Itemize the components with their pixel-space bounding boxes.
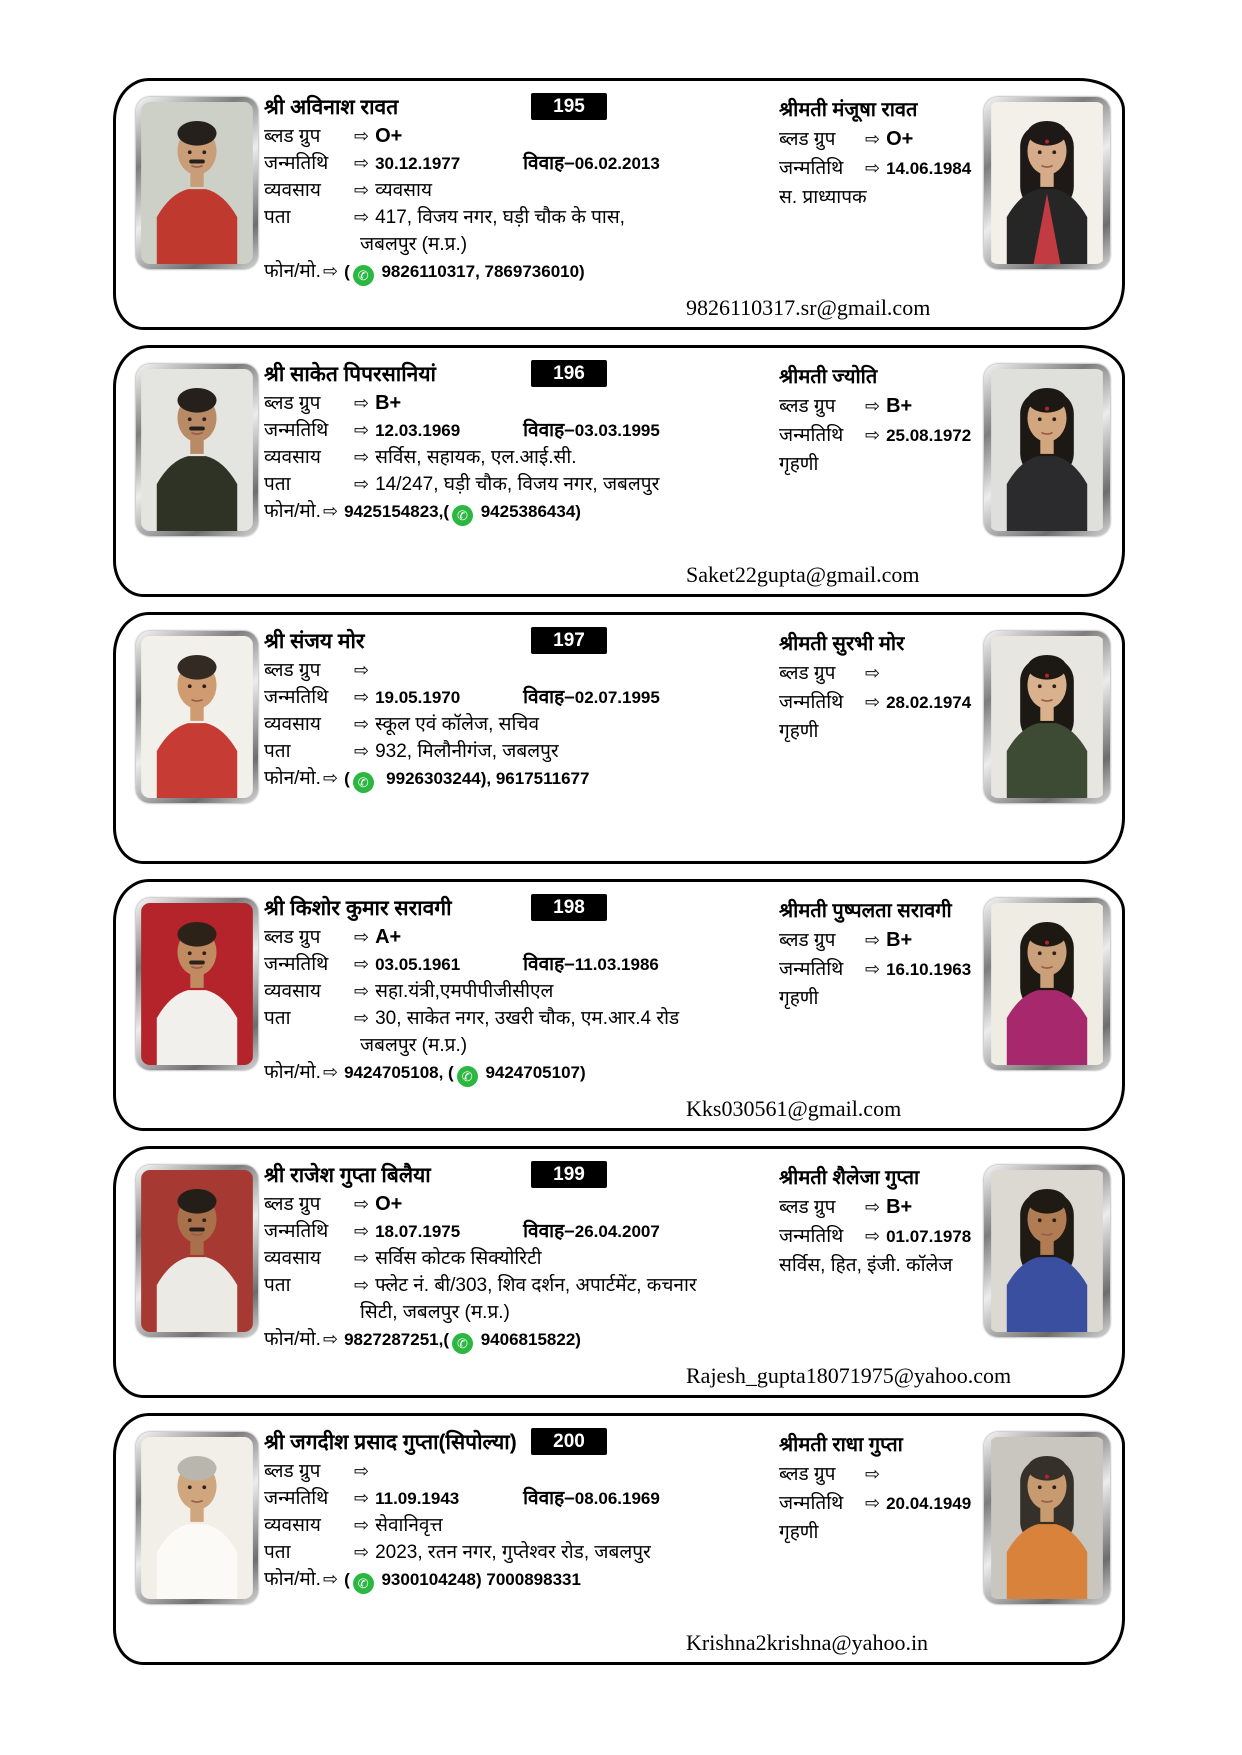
arrow-icon: ⇨ [865,158,881,178]
husband-name: श्री किशोर कुमार सरावगी [264,897,452,920]
whatsapp-icon [452,1333,473,1354]
marriage-label: विवाह– [523,954,575,975]
husband-portrait-image [141,636,253,798]
phone-label: फोन/मो. [264,1062,321,1083]
husband-blood-group-value: O+ [375,1193,403,1215]
phone-label: फोन/मो. [264,1329,321,1350]
husband-portrait-image [141,1170,253,1332]
wife-occupation: गृहणी [779,454,819,475]
husband-address-line1: 932, मिलौनीगंज, जबलपुर [375,741,559,762]
wife-birth-row [779,1489,991,1518]
marriage-label: विवाह– [523,1221,575,1242]
arrow-icon: ⇨ [354,126,370,146]
family-email: Kks030561@gmail.com [686,1096,902,1121]
wife-birth-row [779,1222,991,1251]
wife-photo [984,1432,1110,1604]
husband-photo [136,97,258,269]
husband-details [264,1428,740,1593]
wife-blood-group-value: O+ [886,128,914,150]
husband-birth-row [264,684,740,711]
family-card [113,1146,1125,1398]
husband-occupation-row [264,1245,740,1272]
wife-photo [984,631,1110,803]
husband-blood-group-row [264,1458,740,1485]
husband-birth-date: 30.12.1977 [375,154,461,173]
arrow-icon: ⇨ [322,768,339,788]
phone-numbers-post: 9425386434) [476,502,581,521]
wife-name: श्रीमती सुरभी मोर [779,633,905,655]
arrow-icon: ⇨ [354,393,370,413]
husband-address-line2: जबलपुर (म.प्र.) [360,1035,468,1056]
arrow-icon: ⇨ [322,501,339,521]
address-label: पता [264,1542,291,1563]
marriage-date [523,150,660,177]
address-label: पता [264,207,291,228]
arrow-icon: ⇨ [865,1197,881,1217]
phone-label: फोन/मो. [264,1569,321,1590]
phone-label: फोन/मो. [264,501,321,522]
arrow-icon: ⇨ [354,1008,370,1028]
blood-group-label: ब्लड ग्रुप [264,660,321,681]
birth-label: जन्मतिथि [264,1221,329,1242]
address-label: पता [264,1275,291,1296]
arrow-icon: ⇨ [322,1062,339,1082]
husband-birth-row [264,417,740,444]
husband-occupation-row [264,444,740,471]
phone-numbers-pre: 9424705108, ( [344,1063,454,1082]
marriage-label: विवाह– [523,1488,575,1509]
wife-blood-group-row [779,392,991,421]
whatsapp-icon [452,505,473,526]
phone-numbers-pre: ( [344,1570,350,1589]
birth-label: जन्मतिथि [264,153,329,174]
arrow-icon: ⇨ [354,927,370,947]
wife-birth-row [779,154,991,183]
occupation-label: व्यवसाय [264,180,321,201]
phone-label: फोन/मो. [264,261,321,282]
wife-birth-row [779,955,991,984]
whatsapp-icon [353,1573,374,1594]
husband-occupation-row [264,978,740,1005]
entry-number-badge: 196 [531,360,607,387]
husband-portrait-image [141,102,253,264]
address-label: पता [264,741,291,762]
blood-group-label: ब्लड ग्रुप [779,930,836,951]
husband-birth-date: 03.05.1961 [375,955,461,974]
wife-blood-group-row [779,1460,991,1489]
marriage-date [523,417,660,444]
birth-label: जन्मतिथि [779,959,844,980]
wife-blood-group-row [779,926,991,955]
husband-address-row [264,1272,740,1299]
husband-blood-group-value: A+ [375,926,402,948]
whatsapp-icon [353,265,374,286]
husband-photo [136,898,258,1070]
arrow-icon: ⇨ [865,1226,881,1246]
wife-birth-date: 14.06.1984 [886,159,972,178]
wife-name: श्रीमती राधा गुप्ता [779,1434,903,1456]
family-card [113,1413,1125,1665]
wife-birth-row [779,421,991,450]
husband-phone-row [264,1059,740,1086]
husband-occupation-value: सर्विस कोटक सिक्योरिटी [375,1248,542,1269]
wife-portrait-image [989,636,1105,798]
husband-name: श्री संजय मोर [264,630,365,653]
wife-occupation: गृहणी [779,721,819,742]
occupation-label: व्यवसाय [264,714,321,735]
wife-portrait-image [989,102,1105,264]
husband-blood-group-value: O+ [375,125,403,147]
wife-birth-date: 25.08.1972 [886,426,972,445]
marriage-date-value: 08.06.1969 [574,1489,660,1508]
husband-address-line1: 30, साकेत नगर, उखरी चौक, एम.आर.4 रोड [375,1008,680,1029]
husband-blood-group-row [264,123,740,150]
blood-group-label: ब्लड ग्रुप [264,393,321,414]
husband-birth-row [264,1218,740,1245]
husband-phone-row [264,258,740,285]
husband-portrait-image [141,903,253,1065]
marriage-date-value: 03.03.1995 [574,421,660,440]
family-email: Rajesh_gupta18071975@yahoo.com [686,1363,1012,1388]
phone-numbers-post: 9926303244), 9617511677 [376,769,590,788]
wife-birth-date: 16.10.1963 [886,960,972,979]
wife-birth-date: 20.04.1949 [886,1494,972,1513]
family-email: Krishna2krishna@yahoo.in [686,1630,929,1655]
marriage-date-value: 26.04.2007 [574,1222,660,1241]
phone-numbers-post: 9826110317, 7869736010) [376,262,585,281]
wife-details [779,362,991,479]
marriage-date [523,684,660,711]
wife-birth-date: 01.07.1978 [886,1227,972,1246]
arrow-icon: ⇨ [322,261,339,281]
family-card [113,879,1125,1131]
marriage-date [523,951,659,978]
husband-photo [136,364,258,536]
wife-portrait-image [989,1170,1105,1332]
arrow-icon: ⇨ [354,1488,370,1508]
husband-phone-row [264,1326,740,1353]
blood-group-label: ब्लड ग्रुप [779,663,836,684]
phone-label: फोन/मो. [264,768,321,789]
husband-birth-date: 12.03.1969 [375,421,461,440]
husband-occupation-value: सेवानिवृत्त [375,1515,443,1536]
phone-numbers-post: 9406815822) [476,1330,581,1349]
husband-portrait-image [141,1437,253,1599]
arrow-icon: ⇨ [354,1221,370,1241]
husband-address-row [264,471,740,498]
husband-birth-date: 18.07.1975 [375,1222,461,1241]
husband-details [264,1161,740,1353]
occupation-label: व्यवसाय [264,1248,321,1269]
whatsapp-glyph: ✆ [457,1336,468,1351]
phone-numbers-pre: ( [344,262,350,281]
marriage-date-value: 11.03.1986 [574,955,659,974]
wife-occupation: स. प्राध्यापक [779,187,867,208]
husband-photo [136,631,258,803]
wife-name: श्रीमती ज्योति [779,366,878,388]
wife-blood-group-row [779,659,991,688]
arrow-icon: ⇨ [354,153,370,173]
marriage-date [523,1485,660,1512]
blood-group-label: ब्लड ग्रुप [264,1461,321,1482]
arrow-icon: ⇨ [354,180,370,200]
husband-details [264,627,740,792]
blood-group-label: ब्लड ग्रुप [779,129,836,150]
birth-label: जन्मतिथि [264,954,329,975]
address-label: पता [264,474,291,495]
arrow-icon: ⇨ [354,1194,370,1214]
wife-occupation: गृहणी [779,1522,819,1543]
birth-label: जन्मतिथि [264,1488,329,1509]
phone-numbers-pre: 9425154823,( [344,502,449,521]
blood-group-label: ब्लड ग्रुप [779,1197,836,1218]
husband-phone-row [264,1566,740,1593]
husband-address-line2: जबलपुर (म.प्र.) [360,234,468,255]
husband-blood-group-row [264,657,740,684]
wife-details [779,1430,991,1547]
phone-numbers-post: 9300104248) 7000898331 [376,1570,581,1589]
wife-portrait-image [989,369,1105,531]
husband-name: श्री साकेत पिपरसानियां [264,363,436,386]
birth-label: जन्मतिथि [779,1226,844,1247]
occupation-label: व्यवसाय [264,447,321,468]
marriage-label: विवाह– [523,687,575,708]
arrow-icon: ⇨ [865,425,881,445]
husband-birth-date: 11.09.1943 [375,1489,460,1508]
birth-label: जन्मतिथि [779,692,844,713]
address-label: पता [264,1008,291,1029]
husband-occupation-row [264,177,740,204]
husband-birth-date: 19.05.1970 [375,688,461,707]
arrow-icon: ⇨ [865,959,881,979]
husband-address-row [264,738,740,765]
blood-group-label: ब्लड ग्रुप [264,927,321,948]
arrow-icon: ⇨ [322,1569,339,1589]
wife-blood-group-value: B+ [886,395,913,417]
husband-name: श्री अविनाश रावत [264,96,399,119]
husband-address-line2: सिटी, जबलपुर (म.प्र.) [360,1302,510,1323]
husband-occupation-value: स्कूल एवं कॉलेज, सचिव [375,714,540,735]
whatsapp-glyph: ✆ [357,775,369,790]
blood-group-label: ब्लड ग्रुप [264,1194,321,1215]
husband-address-row [264,204,740,231]
husband-birth-row [264,951,740,978]
family-email: Saket22gupta@gmail.com [686,562,920,587]
whatsapp-icon [457,1066,478,1087]
phone-numbers-pre: 9827287251,( [344,1330,449,1349]
wife-details [779,95,991,212]
arrow-icon: ⇨ [865,1493,881,1513]
whatsapp-glyph: ✆ [357,268,369,283]
arrow-icon: ⇨ [354,687,370,707]
husband-address-line1: 2023, रतन नगर, गुप्तेश्वर रोड, जबलपुर [375,1542,651,1563]
husband-details [264,93,740,285]
arrow-icon: ⇨ [865,396,881,416]
birth-label: जन्मतिथि [779,425,844,446]
husband-occupation-value: व्यवसाय [375,180,432,201]
wife-photo [984,1165,1110,1337]
wife-blood-group-value: B+ [886,1196,913,1218]
arrow-icon: ⇨ [865,1464,881,1484]
whatsapp-glyph: ✆ [461,1069,473,1084]
husband-phone-row [264,765,740,792]
family-card [113,612,1125,864]
wife-blood-group-row [779,1193,991,1222]
birth-label: जन्मतिथि [264,420,329,441]
blood-group-label: ब्लड ग्रुप [779,1464,836,1485]
birth-label: जन्मतिथि [264,687,329,708]
entry-number-badge: 199 [531,1161,607,1188]
wife-details [779,629,991,746]
arrow-icon: ⇨ [865,663,881,683]
husband-occupation-row [264,711,740,738]
marriage-date-value: 02.07.1995 [574,688,660,707]
blood-group-label: ब्लड ग्रुप [779,396,836,417]
whatsapp-glyph: ✆ [457,508,468,523]
husband-photo [136,1165,258,1337]
wife-photo [984,898,1110,1070]
husband-details [264,894,740,1086]
arrow-icon: ⇨ [354,1515,370,1535]
arrow-icon: ⇨ [354,420,370,440]
husband-name: श्री जगदीश प्रसाद गुप्ता(सिपोल्या) [264,1431,517,1454]
occupation-label: व्यवसाय [264,981,321,1002]
wife-name: श्रीमती पुष्पलता सरावगी [779,900,952,922]
birth-label: जन्मतिथि [779,158,844,179]
husband-birth-row [264,150,740,177]
wife-photo [984,97,1110,269]
wife-birth-date: 28.02.1974 [886,693,972,712]
wife-occupation: सर्विस, हित, इंजी. कॉलेज [779,1255,953,1276]
entry-number-badge: 195 [531,93,607,120]
husband-address-line1: 14/247, घड़ी चौक, विजय नगर, जबलपुर [375,474,660,495]
entry-number-badge: 197 [531,627,607,654]
entry-number-badge: 200 [531,1428,607,1455]
entry-number-badge: 198 [531,894,607,921]
marriage-date-value: 06.02.2013 [574,154,660,173]
arrow-icon: ⇨ [354,1461,370,1481]
marriage-label: विवाह– [523,420,575,441]
husband-birth-row [264,1485,740,1512]
whatsapp-icon [353,772,374,793]
arrow-icon: ⇨ [354,1275,370,1295]
husband-phone-row [264,498,740,525]
wife-occupation: गृहणी [779,988,819,1009]
wife-blood-group-value: B+ [886,929,913,951]
arrow-icon: ⇨ [865,930,881,950]
arrow-icon: ⇨ [354,447,370,467]
husband-address-row [264,1005,740,1032]
husband-blood-group-row [264,924,740,951]
wife-photo [984,364,1110,536]
family-card [113,78,1125,330]
arrow-icon: ⇨ [354,1542,370,1562]
whatsapp-glyph: ✆ [357,1576,369,1591]
marriage-date [523,1218,660,1245]
husband-occupation-value: सर्विस, सहायक, एल.आई.सी. [375,447,577,468]
blood-group-label: ब्लड ग्रुप [264,126,321,147]
family-email: 9826110317.sr@gmail.com [686,295,931,320]
wife-name: श्रीमती शैलेजा गुप्ता [779,1167,920,1189]
wife-details [779,1163,991,1280]
wife-details [779,896,991,1013]
birth-label: जन्मतिथि [779,1493,844,1514]
husband-blood-group-row [264,390,740,417]
husband-name: श्री राजेश गुप्ता बिलैया [264,1164,431,1187]
wife-portrait-image [989,1437,1105,1599]
arrow-icon: ⇨ [354,954,370,974]
wife-birth-row [779,688,991,717]
arrow-icon: ⇨ [354,741,370,761]
arrow-icon: ⇨ [354,714,370,734]
husband-address-line1: फ्लेट नं. बी/303, शिव दर्शन, अपार्टमेंट, कचनार [375,1275,697,1296]
arrow-icon: ⇨ [354,1248,370,1268]
wife-name: श्रीमती मंजूषा रावत [779,99,918,121]
arrow-icon: ⇨ [354,660,370,680]
family-card [113,345,1125,597]
husband-address-line1: 417, विजय नगर, घड़ी चौक के पास, [375,207,625,228]
arrow-icon: ⇨ [354,207,370,227]
wife-blood-group-row [779,125,991,154]
husband-portrait-image [141,369,253,531]
marriage-label: विवाह– [523,153,575,174]
arrow-icon: ⇨ [865,692,881,712]
arrow-icon: ⇨ [354,474,370,494]
husband-occupation-value: सहा.यंत्री,एमपीपीजीसीएल [375,981,554,1002]
arrow-icon: ⇨ [865,129,881,149]
husband-photo [136,1432,258,1604]
occupation-label: व्यवसाय [264,1515,321,1536]
arrow-icon: ⇨ [354,981,370,1001]
husband-address-row [264,1539,740,1566]
phone-numbers-pre: ( [344,769,350,788]
husband-blood-group-row [264,1191,740,1218]
husband-occupation-row [264,1512,740,1539]
wife-portrait-image [989,903,1105,1065]
arrow-icon: ⇨ [322,1329,339,1349]
husband-blood-group-value: B+ [375,392,402,414]
phone-numbers-post: 9424705107) [480,1063,586,1082]
husband-details [264,360,740,525]
